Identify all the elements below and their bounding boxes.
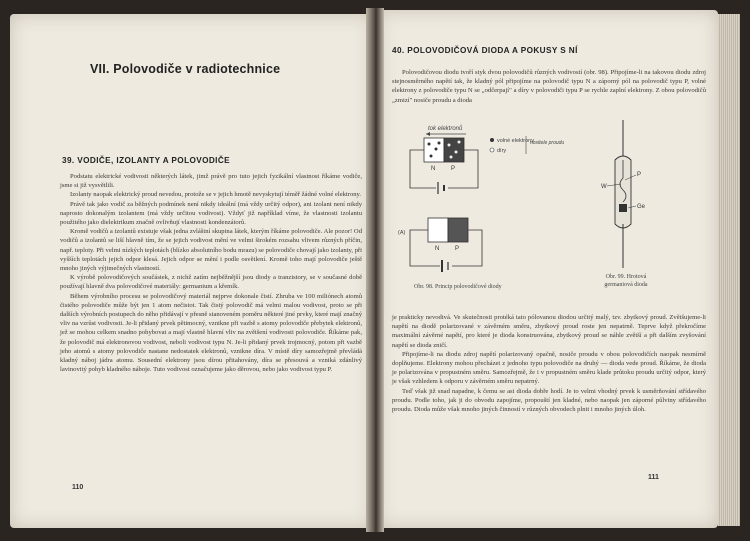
paragraph: Během výrobního procesu se polovodičový materiál nejprve dokonale čistí. Zhruba ve 100 miliónech atomů čistého polovodiče může být jen 1 atom nečistot. Tak čistý polovodič má velmi malou vodivost, proto se při dalších výrobních postupech do něho přidávají v přesně stanoveném poměru některé jiné prvky, které mají značný vliv na vzrůst vodivosti. Je-li přidaný prvek pětimocný, vznikne při vazbě s atomy polovodiče přebytek elektronů, jež se mohou celkem snadno pohybovat a mají vlastně hlavní vliv na zvětšení vodivosti polovodiče. Říkáme pak, že polovodič má elektronovou vodivost, neboli vodivost typu N. Je-li přidaný prvek trojmocný, potom při vazbě jeho atomů s atomy polovodiče nastane nedostatek elektronů, vznikne díra. V místě díry samozřejmě převládá kladný náboj jádra atomu. Sousední elektrony jsou dírou přitahovány, díra se přesouvá a vzniká zdánlivý lavinovitý pohyb kladného náboje. Tuto vodivost označujeme jako děrovou, nebo jako vodivost typu P. [60,292,362,374]
paragraph: Polovodičovou diodu tvoří styk dvou polovodičů různých vodivostí (obr. 98). Připojíme-li na takovou diodu zdroj stejnosměrného napětí tak, že kladný pól připojíme na polovodič typu N a záporný pól na polovodič typu P, volné elektrony z polovodiče typu N se „odčerpají" a díry v polovodiči typu P se rychle zaplní elektrony. Z obou polovodičů „zmizí" nosiče proudu a dioda [392,69,706,104]
right-body-text-bottom [392,313,706,414]
label-ge: Ge [637,204,646,210]
legend-electrons: volné elektrony [497,138,534,144]
paragraph: Připojíme-li na diodu zdroj napětí polarizovaný opačně, nosiče proudu v obou polovodičích naopak nesmírně doplňujeme. Elektrony mohou přecházet z jednoho typu polovodiče na druhý — dioda vede proud. Říkáme, že dioda je polarizována v propustném směru. Samozřejmě, že i v propustném směru klade průtoku proudu určitý odpor, který je však vzhledem k odporu v závěrném směru nepatrný. [392,350,706,386]
figure-98-diagram [388,122,578,280]
legend-holes: díry [497,148,507,154]
paragraph: Kromě vodičů a izolantů existuje však jedna zvláštní skupina látek, kterým říkáme polovodiče. Ale pozor! Od vodičů a izolantů se liší hlavně tím, že se jejich vodivost mění ve velmi širokém rozsahu vlivem různých příčin, např. teploty. Při velmi nízkých teplotách (blízko absolutního bodu mrazu) se polovodiče chovají jako izolanty, při vyšších teplotách jejich odpor klesá. Jejich odpor se mění i podle osvětlení. Kromě toho mají polovodiče ještě mnoho jiných výjimečných vlastností. [60,228,363,273]
figure-99-diagram [593,120,663,270]
figure-99-caption: Obr. 99. Hrotová germaniová dioda [604,274,648,288]
label-p: P [451,166,456,172]
figure-98-label-top: tok elektronů [428,126,463,132]
paragraph: Teď však již snad napadne, k čemu se asi dioda dobře hodí. Je to velmi vhodný prvek k usměrňování střídavého proudu. Podle toho, jak ji do obvodu zapojíme, propouští jen kladné, nebo naopak jen záporné půlviny střídavého proudu. Dioda může však mnoho jiných činností v různých obvodech plnit i mnoho jiných úloh. [392,387,706,414]
p-region-2 [448,218,468,242]
section-title-right: 40. POLOVODIČOVÁ DIODA A POKUSY S NÍ [392,46,578,55]
left-body-text [60,172,362,374]
paragraph: je prakticky nevodivá. Ve skutečnosti protéká tato pólovanou diodou určitý malý, tzv. zbytkový proud. Zvětšujeme-li napětí na diodě polarizované v závěrném směru, zbytkový proud roste jen nepatrně. Teprve když překročíme maximální závěrné napětí, pro které je dioda konstruována, zbytkový proud se náhle zvětší a při dalším zvyšování napětí se dioda zničí. [392,314,706,349]
page-number-left: 110 [72,484,84,491]
label-a: (A) [398,230,406,236]
label-n-2: N [435,246,440,252]
left-page-content [10,14,372,528]
legend-carriers: nositele proudu [530,140,565,146]
n-region [424,138,444,162]
right-body-text-top [392,68,706,105]
germanium-crystal [619,204,627,212]
n-region-2 [428,218,448,242]
paragraph: Izolanty naopak elektrický proud nevedou, protože se v jejich hmotě nevyskytují téměř žádné volné elektrony. [70,191,362,199]
right-page-content [378,10,718,528]
hole-legend-icon [490,148,494,152]
section-title-left: 39. VODIČE, IZOLANTY A POLOVODIČE [62,156,231,165]
page-number-right: 111 [648,474,659,481]
arrow-head-icon [426,132,430,136]
label-w: W [601,184,607,190]
label-p-fig99: P [637,172,642,178]
paragraph: Právě tak jako vodič za běžných podmínek není nikdy ideální (má vždy určitý odpor), ani izolant není nikdy naprosto dokonalým izolantem (má vždy určitou vodivost). Vždyť již například víme, že vlastnosti izolantu použitého jako dielektrikum značně ovlivňují vlastnosti kondenzátorů. [60,200,362,227]
figure-98-caption: Obr. 98. Princip polovodičové diody [414,284,502,290]
p-region [444,138,464,162]
label-p-2: P [455,246,460,252]
paragraph: K výrobě polovodičových součástek, z nichž zatím nejběžnější jsou diody a tranzistory, se v současné době používají hlavně dva polovodičové materiály: germanium a křemík. [60,274,362,291]
label-n: N [431,166,436,172]
page-edges [718,14,740,526]
chapter-title: VII. Polovodiče v radiotechnice [90,62,281,76]
paragraph: Podstatu elektrické vodivosti některých látek, jimž právě pro tuto jejich fyzikální vlastnost říkáme vodiče, jsme si již vysvětlili. [60,173,362,190]
electron-legend-icon [490,138,494,142]
